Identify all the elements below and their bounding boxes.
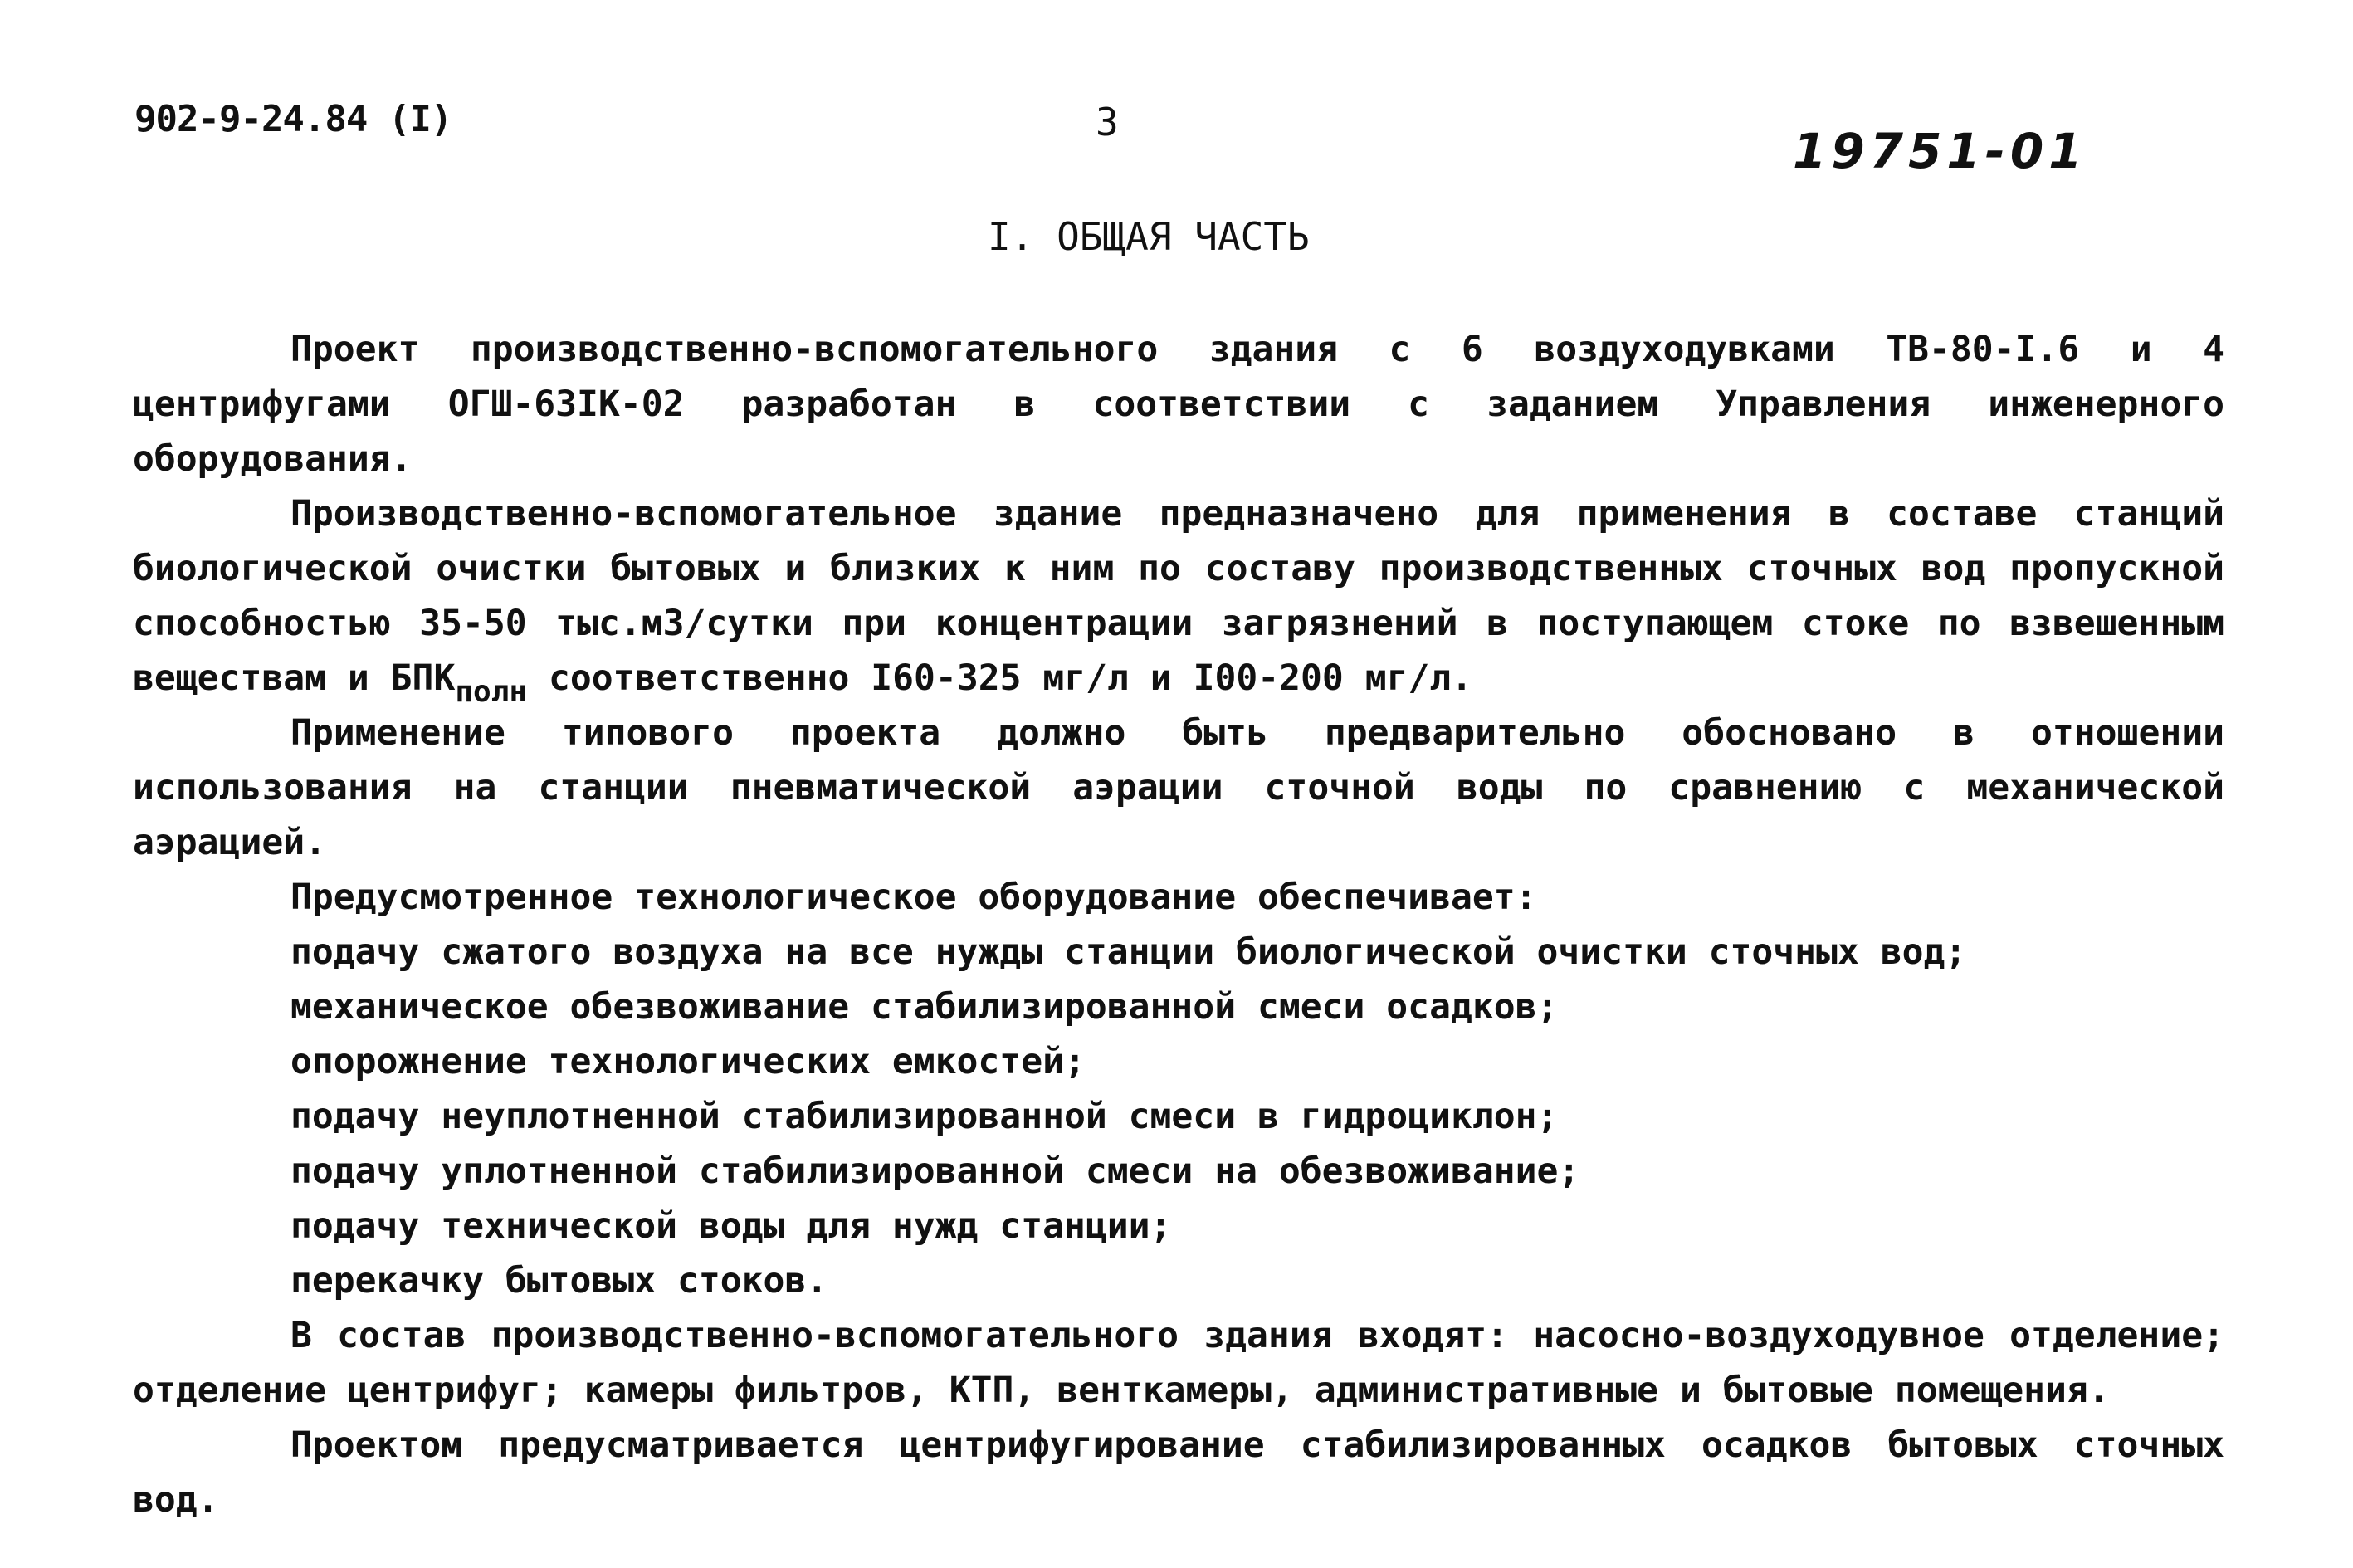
list-item: механическое обезвоживание стабилизированной смеси осадков; (290, 986, 1559, 1028)
list-item: подачу сжатого воздуха на все нужды станции биологической очистки сточных вод; (290, 931, 1967, 973)
list-item: подачу уплотненной стабилизированной смеси на обезвоживание; (290, 1150, 1580, 1192)
paragraph-5: В состав производственно-вспомогательного здания входят: насосно-воздуходувное отделение; отделение центрифуг; камеры фильтров, КТП, венткамеры, административные и бытовые помещения. (133, 1315, 2224, 1411)
paragraph-4: Предусмотренное технологическое оборудование обеспечивает: (290, 877, 1537, 918)
section-title: I. ОБЩАЯ ЧАСТЬ (988, 214, 1310, 259)
page-number: 3 (1096, 100, 1119, 144)
list-item: подачу неуплотненной стабилизированной смеси в гидроциклон; (290, 1096, 1559, 1137)
list-item: опорожнение технологических емкостей; (290, 1041, 1086, 1082)
paragraph-2 (133, 486, 2224, 709)
bpk-subscript: полн (455, 675, 528, 709)
paragraph-1: Проект производственно-вспомогательного здания с 6 воздуходувками ТВ-80-I.6 и 4 центрифугами ОГШ-63IК-02 разработан в соответствии с заданием Управления инженерного оборудования. (133, 329, 2224, 480)
bpk-label: БПК (390, 657, 456, 699)
document-code: 902-9-24.84 (I) (134, 98, 452, 140)
body-text (133, 322, 2224, 1527)
paragraph-6: Проектом предусматривается центрифугирование стабилизированных осадков бытовых сточных вод. (133, 1424, 2224, 1521)
paragraph-2-text: Производственно-вспомогательное здание предназначено для применения в составе станций биологической очистки бытовых и близких к ним по составу производственных сточных вод пропускной способностью 35-50 тыс.м3/сутки при концентрации загрязнений в поступающем стоке по взвешенным веществам и (133, 493, 2224, 699)
list-item: подачу технической воды для нужд станции; (290, 1205, 1172, 1247)
registration-number: 19751-01 (1793, 123, 2087, 179)
paragraph-3: Применение типового проекта должно быть предварительно обосновано в отношении использования на станции пневматической аэрации сточной воды по сравнению с механической аэрацией. (133, 712, 2224, 863)
list-item: перекачку бытовых стоков. (290, 1260, 828, 1302)
paragraph-2-tail: соответственно I60-325 мг/л и I00-200 мг/л. (548, 657, 1473, 699)
